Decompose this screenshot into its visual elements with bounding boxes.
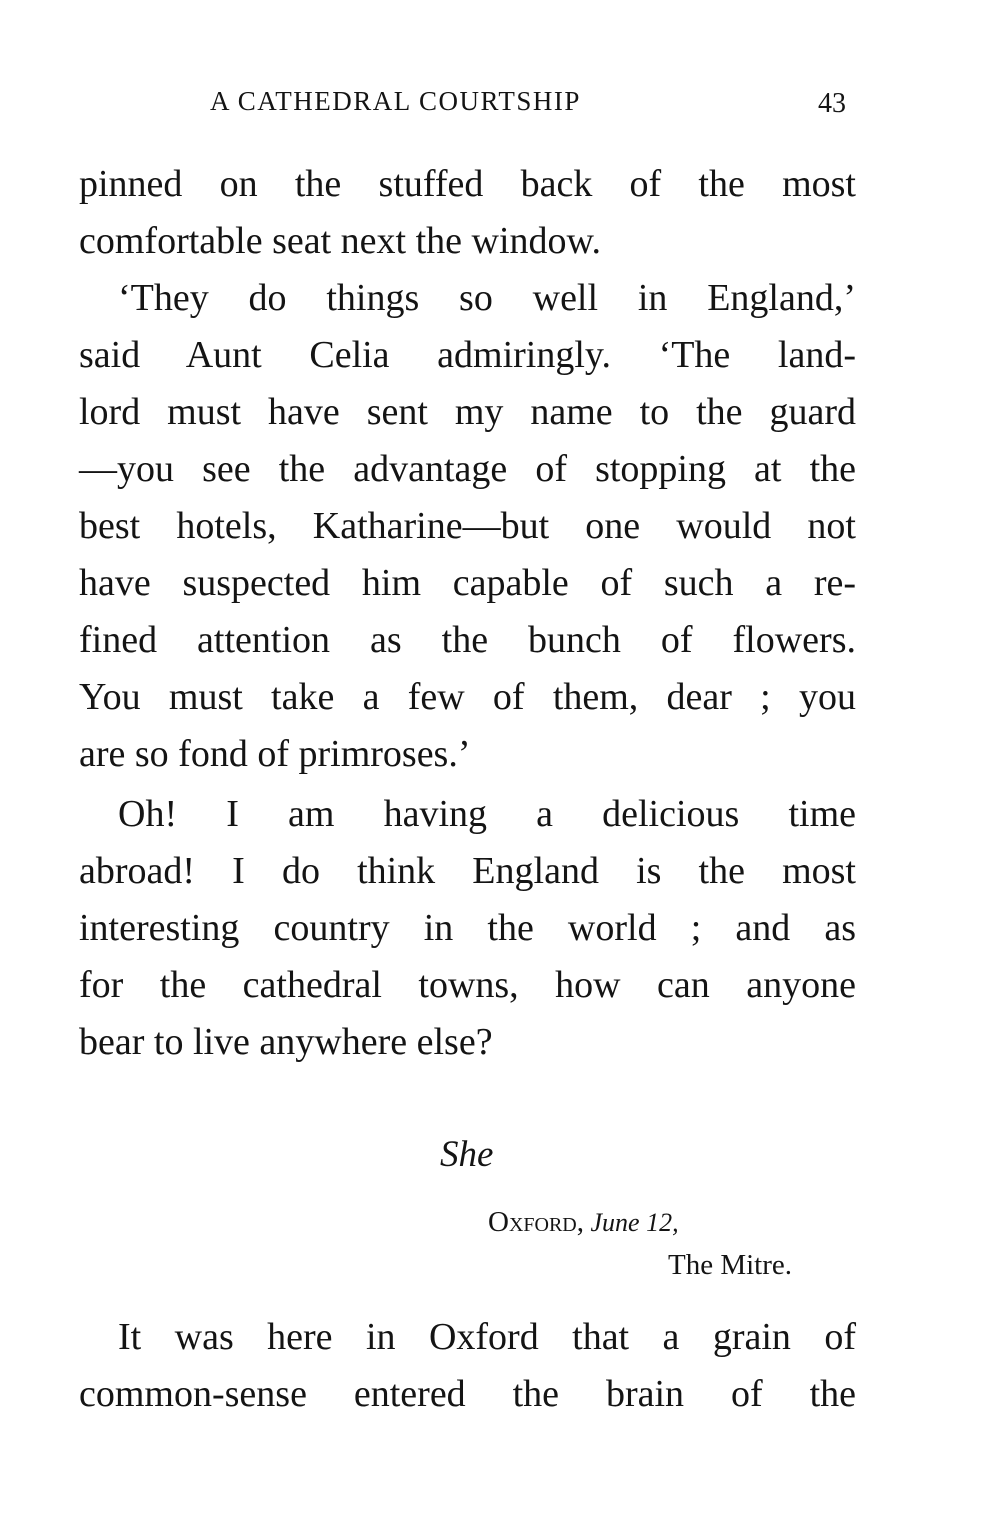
text-line: for the cathedral towns, how can anyone bbox=[79, 964, 856, 1006]
page-number: 43 bbox=[818, 88, 846, 119]
text-line: Oh! I am having a delicious time bbox=[118, 793, 856, 835]
text-line: —you see the advantage of stopping at the bbox=[79, 448, 856, 490]
text-line: bear to live anywhere else? bbox=[79, 1021, 493, 1063]
text-line: interesting country in the world ; and as bbox=[79, 907, 856, 949]
text-line: comfortable seat next the window. bbox=[79, 220, 601, 262]
text-line: best hotels, Katharine—but one would not bbox=[79, 505, 856, 547]
dateline-date: June 12, bbox=[590, 1208, 679, 1237]
text-line: are so fond of primroses.’ bbox=[79, 733, 471, 775]
text-line: pinned on the stuffed back of the most bbox=[79, 163, 856, 205]
dateline-address: The Mitre. bbox=[668, 1249, 793, 1281]
dateline bbox=[488, 1206, 679, 1239]
text-line: have suspected him capable of such a re- bbox=[79, 562, 856, 604]
text-line: common-sense entered the brain of the bbox=[79, 1373, 856, 1415]
text-line: abroad! I do think England is the most bbox=[79, 850, 856, 892]
text-line: fined attention as the bunch of flowers. bbox=[79, 619, 856, 661]
section-heading: She bbox=[440, 1134, 494, 1175]
running-title: A CATHEDRAL COURTSHIP bbox=[210, 86, 581, 116]
text-line: lord must have sent my name to the guard bbox=[79, 391, 856, 433]
text-line: It was here in Oxford that a grain of bbox=[118, 1316, 856, 1358]
dateline-place: Oxford, bbox=[488, 1206, 584, 1238]
text-line: You must take a few of them, dear ; you bbox=[79, 676, 856, 718]
text-line: said Aunt Celia admiringly. ‘The land- bbox=[79, 334, 856, 376]
text-line: ‘They do things so well in England,’ bbox=[118, 277, 856, 319]
